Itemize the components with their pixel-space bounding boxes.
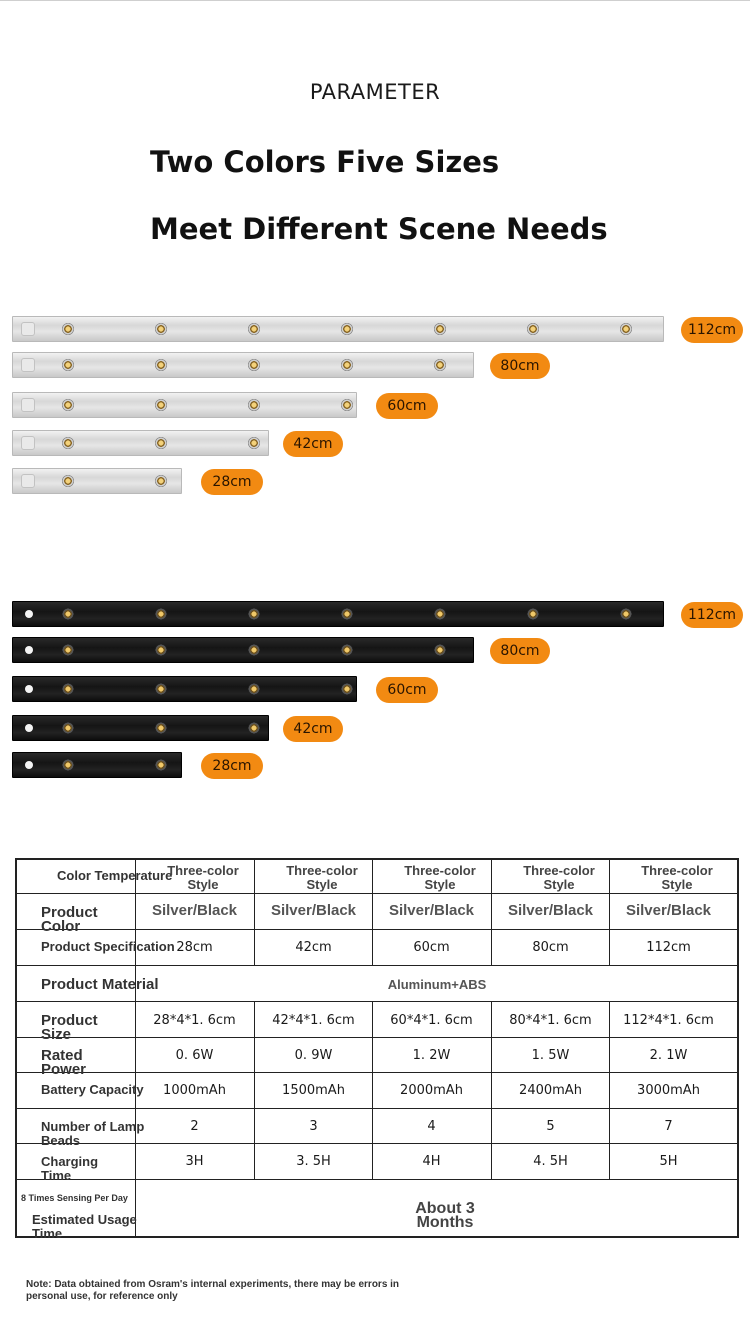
led-bead-icon xyxy=(248,683,260,695)
silver-light-bar xyxy=(12,468,182,494)
size-cell: 80*4*1. 6cm xyxy=(509,1013,592,1028)
size-cell: 28*4*1. 6cm xyxy=(153,1013,236,1028)
led-bead-icon xyxy=(248,399,260,411)
product-color-cell: Silver/Black xyxy=(507,902,594,919)
label-usage-time: Estimated Usage Time xyxy=(32,1212,137,1241)
led-bead-icon xyxy=(248,323,260,335)
led-bead-icon xyxy=(155,683,167,695)
size-cell: 112*4*1. 6cm xyxy=(623,1013,714,1028)
size-badge: 80cm xyxy=(490,638,550,664)
beads-cell: 5 xyxy=(546,1119,555,1134)
product-color-cell: Silver/Black xyxy=(625,902,712,919)
headline-scene: Meet Different Scene Needs xyxy=(150,212,608,246)
label-product-material: Product Material xyxy=(41,976,159,993)
specification-cell: 42cm xyxy=(295,940,332,955)
black-light-bar xyxy=(12,637,474,663)
battery-cell: 3000mAh xyxy=(637,1083,700,1098)
led-bead-icon xyxy=(62,722,74,734)
led-bead-icon xyxy=(248,608,260,620)
led-bead-icon xyxy=(62,475,74,487)
beads-cell: 2 xyxy=(190,1119,199,1134)
led-bead-icon xyxy=(155,323,167,335)
led-bead-icon xyxy=(62,323,74,335)
color-temperature-cell: Three-color Style xyxy=(641,863,713,892)
label-charging-time: Charging Time xyxy=(41,1154,99,1183)
led-bead-icon xyxy=(155,399,167,411)
size-badge: 60cm xyxy=(376,393,438,419)
parameter-table xyxy=(15,858,739,1241)
size-cell: 42*4*1. 6cm xyxy=(272,1013,355,1028)
motion-sensor-icon xyxy=(21,436,35,450)
usage-value: About 3 Months xyxy=(415,1200,475,1231)
charging-cell: 5H xyxy=(659,1154,678,1169)
size-badge: 28cm xyxy=(201,753,263,779)
led-bead-icon xyxy=(527,608,539,620)
label-product-specification: Product Specification xyxy=(41,939,175,954)
led-bead-icon xyxy=(62,683,74,695)
section-title: PARAMETER xyxy=(309,80,441,104)
headline-sizes: Two Colors Five Sizes xyxy=(150,145,500,179)
black-light-bar xyxy=(12,601,664,627)
led-bead-icon xyxy=(155,475,167,487)
led-bead-icon xyxy=(434,323,446,335)
specification-cell: 80cm xyxy=(532,940,569,955)
led-bead-icon xyxy=(155,644,167,656)
motion-sensor-icon xyxy=(21,322,35,336)
motion-sensor-icon xyxy=(21,398,35,412)
motion-sensor-icon xyxy=(25,761,33,769)
color-temperature-cell: Three-color Style xyxy=(286,863,358,892)
size-badge: 28cm xyxy=(201,469,263,495)
led-bead-icon xyxy=(155,437,167,449)
black-light-bar xyxy=(12,752,182,778)
led-bead-icon xyxy=(434,608,446,620)
size-badge: 42cm xyxy=(283,431,343,457)
led-bead-icon xyxy=(62,399,74,411)
material-value: Aluminum+ABS xyxy=(387,977,487,992)
power-cell: 1. 2W xyxy=(412,1048,451,1063)
battery-cell: 2000mAh xyxy=(400,1083,463,1098)
size-badge: 80cm xyxy=(490,353,550,379)
charging-cell: 3H xyxy=(185,1154,204,1169)
led-bead-icon xyxy=(527,323,539,335)
charging-cell: 4H xyxy=(422,1154,441,1169)
specification-cell: 60cm xyxy=(413,940,450,955)
led-bead-icon xyxy=(62,608,74,620)
motion-sensor-icon xyxy=(25,685,33,693)
led-bead-icon xyxy=(341,683,353,695)
label-product-size: Product Size xyxy=(41,1012,98,1043)
led-bead-icon xyxy=(341,399,353,411)
silver-light-bar xyxy=(12,392,357,418)
motion-sensor-icon xyxy=(25,724,33,732)
product-color-cell: Silver/Black xyxy=(151,902,238,919)
product-color-cell: Silver/Black xyxy=(388,902,475,919)
charging-cell: 4. 5H xyxy=(533,1154,568,1169)
led-bead-icon xyxy=(155,759,167,771)
motion-sensor-icon xyxy=(25,610,33,618)
motion-sensor-icon xyxy=(25,646,33,654)
led-bead-icon xyxy=(62,437,74,449)
led-bead-icon xyxy=(248,644,260,656)
beads-cell: 4 xyxy=(427,1119,436,1134)
motion-sensor-icon xyxy=(21,358,35,372)
led-bead-icon xyxy=(155,608,167,620)
led-bead-icon xyxy=(155,359,167,371)
beads-cell: 7 xyxy=(664,1119,673,1134)
size-cell: 60*4*1. 6cm xyxy=(390,1013,473,1028)
silver-light-bar xyxy=(12,352,474,378)
label-lamp-beads: Number of Lamp Beads xyxy=(41,1119,145,1148)
label-sensing-note: 8 Times Sensing Per Day xyxy=(21,1193,128,1203)
top-divider xyxy=(0,0,750,1)
size-badge: 112cm xyxy=(681,317,743,343)
led-bead-icon xyxy=(155,722,167,734)
led-bead-icon xyxy=(62,759,74,771)
label-product-color: Product Color xyxy=(41,904,98,935)
power-cell: 2. 1W xyxy=(649,1048,688,1063)
label-rated-power: Rated Power xyxy=(41,1047,87,1078)
label-battery-capacity: Battery Capacity xyxy=(41,1082,144,1097)
black-light-bar xyxy=(12,676,357,702)
beads-cell: 3 xyxy=(309,1119,318,1134)
led-bead-icon xyxy=(434,359,446,371)
battery-cell: 1000mAh xyxy=(163,1083,226,1098)
color-temperature-cell: Three-color Style xyxy=(167,863,239,892)
led-bead-icon xyxy=(62,359,74,371)
black-light-bar xyxy=(12,715,269,741)
led-bead-icon xyxy=(341,359,353,371)
color-temperature-cell: Three-color Style xyxy=(404,863,476,892)
label-color-temperature: Color Temperature xyxy=(57,868,173,883)
power-cell: 1. 5W xyxy=(531,1048,570,1063)
product-color-cell: Silver/Black xyxy=(270,902,357,919)
led-bead-icon xyxy=(620,608,632,620)
power-cell: 0. 6W xyxy=(175,1048,214,1063)
specification-cell: 28cm xyxy=(176,940,213,955)
led-bead-icon xyxy=(248,722,260,734)
silver-light-bar xyxy=(12,316,664,342)
led-bead-icon xyxy=(620,323,632,335)
size-badge: 112cm xyxy=(681,602,743,628)
size-badge: 60cm xyxy=(376,677,438,703)
battery-cell: 1500mAh xyxy=(282,1083,345,1098)
battery-cell: 2400mAh xyxy=(519,1083,582,1098)
charging-cell: 3. 5H xyxy=(296,1154,331,1169)
specification-cell: 112cm xyxy=(646,940,691,955)
silver-light-bar xyxy=(12,430,269,456)
size-badge: 42cm xyxy=(283,716,343,742)
led-bead-icon xyxy=(341,608,353,620)
footnote: Note: Data obtained from Osram's internal experiments, there may be errors in personal use, for reference only xyxy=(26,1279,400,1302)
led-bead-icon xyxy=(341,323,353,335)
color-temperature-cell: Three-color Style xyxy=(523,863,595,892)
motion-sensor-icon xyxy=(21,474,35,488)
led-bead-icon xyxy=(434,644,446,656)
led-bead-icon xyxy=(248,359,260,371)
led-bead-icon xyxy=(248,437,260,449)
power-cell: 0. 9W xyxy=(294,1048,333,1063)
led-bead-icon xyxy=(62,644,74,656)
led-bead-icon xyxy=(341,644,353,656)
